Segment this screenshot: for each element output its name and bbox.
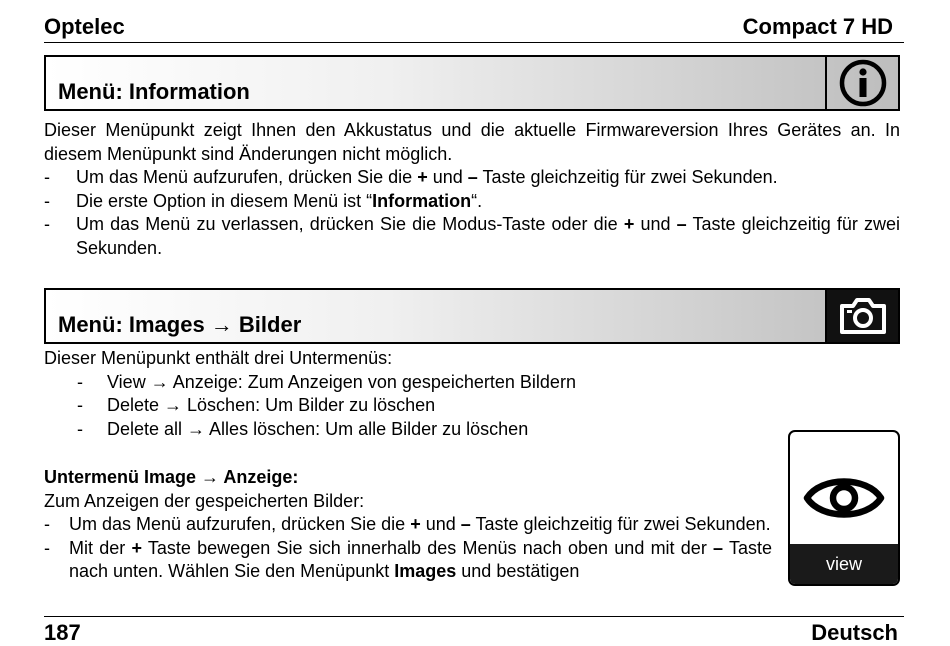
header-brand: Optelec: [44, 14, 125, 39]
page-number: 187: [44, 620, 81, 645]
information-body: [44, 119, 900, 260]
camera-icon: [825, 290, 898, 342]
images-body: [44, 347, 744, 441]
section-title: Menü: Information: [58, 79, 250, 104]
header-divider: [44, 42, 904, 43]
list-item: - Delete all → Alles löschen: Um alle Bilder zu löschen: [77, 418, 529, 439]
eye-icon: [790, 446, 898, 550]
submenu-view-body: [44, 466, 772, 584]
list-item: - Mit der + Taste bewegen Sie sich innerhalb des Menüs nach oben und mit der – Taste nach unten. Wählen Sie den Menüpunkt Images und bestätigen: [44, 537, 772, 581]
information-intro: Dieser Menüpunkt zeigt Ihnen den Akkustatus und die aktuelle Firmwareversion Ihres Gerätes an. In diesem Menüpunkt sind Änderungen nicht möglich.: [44, 120, 900, 164]
submenu-heading: Untermenü Image → Anzeige:: [44, 467, 299, 487]
submenu-intro: Zum Anzeigen der gespeicherten Bilder:: [44, 490, 365, 511]
list-item: - Um das Menü zu verlassen, drücken Sie die Modus-Taste oder die + und – Taste gleichzeitig für zwei Sekunden.: [44, 214, 900, 258]
list-item: - View → Anzeige: Zum Anzeigen von gespeicherten Bildern: [77, 371, 576, 392]
images-intro: Dieser Menüpunkt enthält drei Untermenüs:: [44, 348, 393, 368]
view-label: view: [790, 544, 898, 584]
list-item: - Delete → Löschen: Um Bilder zu löschen: [77, 395, 436, 415]
view-menu-tile: [788, 430, 900, 586]
section-heading-images: [44, 288, 900, 344]
section-heading-information: [44, 55, 900, 111]
header-model: Compact 7 HD: [742, 14, 893, 39]
footer-language: Deutsch: [811, 620, 898, 645]
footer-divider: [44, 616, 904, 617]
section-title: Menü: Images → Bilder: [58, 312, 302, 337]
list-item: - Die erste Option in diesem Menü ist “Information“.: [44, 190, 483, 211]
info-circle-icon: [825, 57, 898, 109]
list-item: - Um das Menü aufzurufen, drücken Sie die + und – Taste gleichzeitig für zwei Sekunden.: [44, 167, 778, 187]
list-item: - Um das Menü aufzurufen, drücken Sie die + und – Taste gleichzeitig für zwei Sekunden.: [44, 514, 771, 534]
